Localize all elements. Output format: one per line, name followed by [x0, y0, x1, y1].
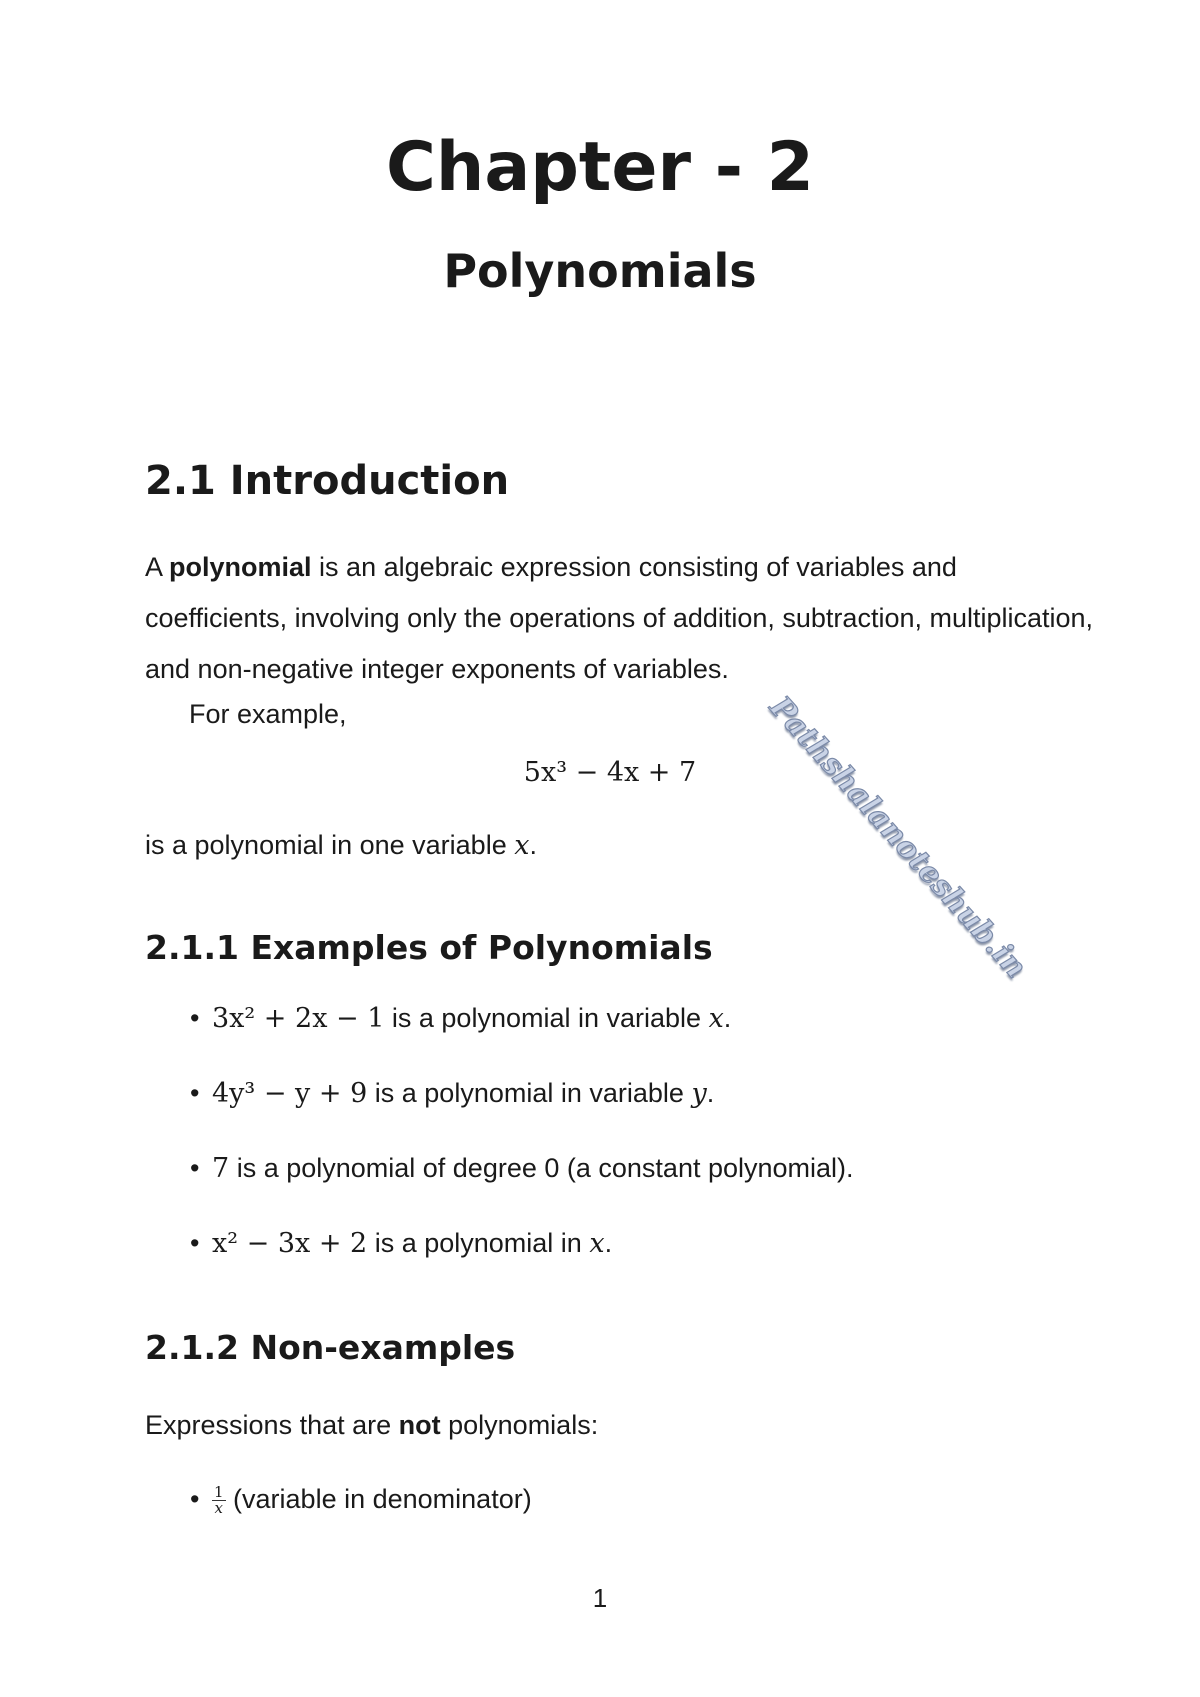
list-item: • 4y³ − y + 9 is a polynomial in variable y. [190, 1078, 715, 1109]
subsection-examples: 2.1.1 Examples of Polynomials [145, 928, 713, 967]
for-example-text: For example, [189, 699, 347, 729]
page-number: 1 [592, 1583, 608, 1613]
watermark: Pathshalanoteshub.in [762, 689, 1034, 986]
list-item: • 3x² + 2x − 1 is a polynomial in variable x. [190, 1003, 732, 1034]
list-item: • x² − 3x + 2 is a polynomial in x. [190, 1228, 613, 1259]
subsection-non-examples: 2.1.2 Non-examples [145, 1328, 516, 1367]
intro-block [145, 542, 1105, 731]
list-item: • $\frac{1}{x}$ (variable in denominator) [190, 1483, 532, 1518]
section-heading: 2.1 Introduction [145, 458, 510, 504]
fraction: $\frac{1}{x}$ [214, 1483, 224, 1518]
intro-paragraph: A polynomial is an algebraic expression consisting of variables and coefficients, involving only the operations of addition, subtraction, multiplication, and non-negative integer exponents of variables. [145, 552, 1094, 684]
after-equation-text: is a polynomial in one variable x. [145, 830, 537, 861]
chapter-subtitle: Polynomials [443, 244, 757, 298]
list-item: • 7 is a polynomial of degree 0 (a constant polynomial). [190, 1153, 854, 1184]
non-examples-intro: Expressions that are not polynomials: [145, 1410, 599, 1440]
equation: 5x³ − 4x + 7 [523, 757, 697, 788]
chapter-title: Chapter - 2 [386, 128, 814, 207]
